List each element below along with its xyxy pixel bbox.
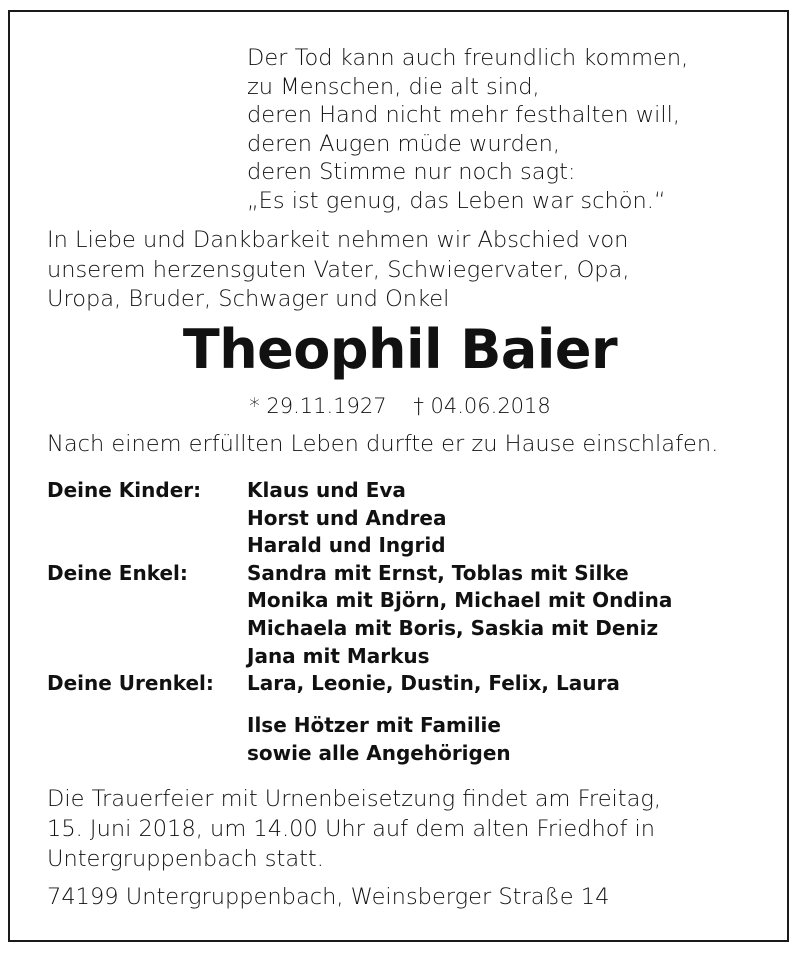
family-group-label: Deine Kinder:: [47, 478, 202, 502]
funeral-ceremony-info: [47, 784, 661, 874]
poem-line: zu Menschen, die alt sind,: [247, 73, 540, 100]
family-group-names: [247, 477, 446, 560]
fulfilled-life-statement: Nach einem erfüllten Leben durfte er zu Hause einschlafen.: [47, 431, 719, 457]
death-date: † 04.06.2018: [413, 394, 551, 418]
poem-line: Der Tod kann auch freundlich kommen,: [247, 45, 689, 71]
other-relatives: [247, 712, 511, 767]
family-member: Monika mit Björn, Michael mit Ondina: [247, 588, 673, 613]
birth-date: * 29.11.1927: [249, 394, 387, 418]
family-group-grandchildren: [47, 560, 672, 670]
family-group-label: Deine Enkel:: [47, 560, 188, 585]
poem-line: deren Hand nicht mehr festhalten will,: [247, 102, 681, 129]
family-member: Horst und Andrea: [247, 505, 447, 530]
ceremony-line: Die Trauerfeier mit Urnenbeisetzung findet am Freitag,: [47, 786, 662, 812]
life-dates: [0, 392, 800, 420]
deceased-name: Theophil Baier: [182, 318, 618, 381]
family-member: Klaus und Eva: [247, 478, 406, 502]
family-member: Lara, Leonie, Dustin, Felix, Laura: [247, 671, 620, 696]
family-group-names: [247, 560, 672, 670]
family-member: Jana mit Markus: [247, 643, 430, 668]
intro-line: unserem herzensguten Vater, Schwiegervater, Opa,: [47, 256, 630, 283]
intro-line: In Liebe und Dankbarkeit nehmen wir Abschied von: [47, 227, 629, 253]
family-member: Sandra mit Ernst, Toblas mit Silke: [247, 560, 629, 585]
ceremony-line: 15. Juni 2018, um 14.00 Uhr auf dem alten Friedhof in: [47, 816, 656, 842]
relatives-line: sowie alle Angehörigen: [247, 740, 511, 765]
poem-line: „Es ist genug, das Leben war schön.“: [247, 187, 666, 214]
family-list: [47, 477, 672, 698]
family-group-children: [47, 477, 672, 560]
poem-line: deren Augen müde wurden,: [247, 130, 561, 157]
intro-line: Uropa, Bruder, Schwager und Onkel: [47, 286, 450, 312]
family-member: Michaela mit Boris, Saskia mit Deniz: [247, 615, 659, 640]
ceremony-line: Untergruppenbach statt.: [47, 846, 324, 872]
poem-line: deren Stimme nur noch sagt:: [247, 159, 576, 186]
family-group-label: Deine Urenkel:: [47, 671, 214, 696]
relatives-line: Ilse Hötzer mit Familie: [247, 713, 501, 737]
family-group-great-grandchildren: [47, 670, 672, 698]
farewell-intro: [47, 226, 630, 315]
family-address: 74199 Untergruppenbach, Weinsberger Straße 14: [47, 884, 610, 910]
family-member: Harald und Ingrid: [247, 533, 446, 558]
poem: [247, 44, 688, 216]
family-group-names: [247, 670, 620, 698]
